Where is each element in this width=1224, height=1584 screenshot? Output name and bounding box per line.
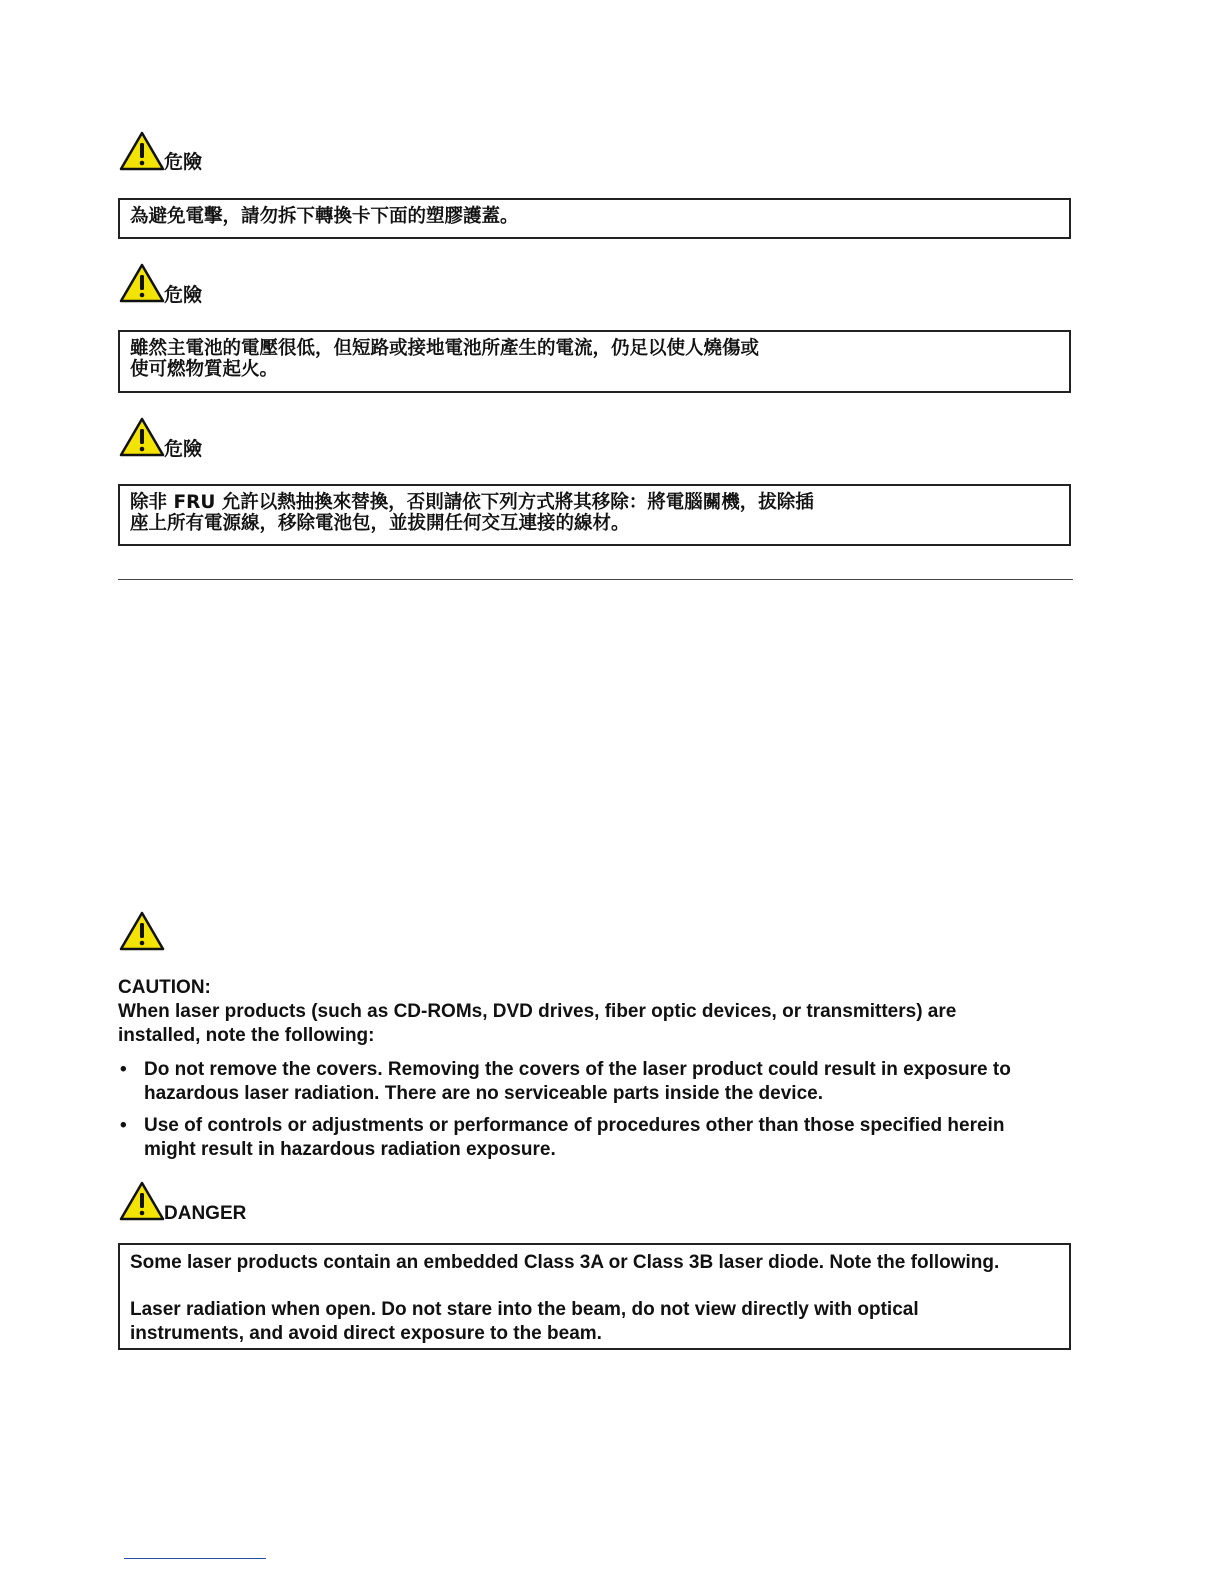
bullet-line: hazardous laser radiation. There are no serviceable parts inside the device. [144,1083,823,1104]
warning-text-line: 使可燃物質起火。 [130,359,279,380]
caution-intro [118,1000,1078,1048]
danger-text-line: Laser radiation when open. Do not stare into the beam, do not view directly with optical [130,1299,919,1320]
list-item [118,1058,1078,1106]
warning-triangle-icon [119,1180,165,1222]
warning-triangle-icon [119,910,165,952]
danger-label-en: DANGER [164,1203,247,1224]
danger-label-zh: 危險 [164,151,203,173]
footnote-rule [124,1558,266,1559]
bullet-line: • Do not remove the covers. Removing the covers of the laser product could result in exposure to [144,1059,1011,1080]
bullet-line: • Use of controls or adjustments or performance of procedures other than those specified herein [144,1115,1005,1136]
warning-text-line: 座上所有電源線，移除電池包，並拔開任何交互連接的線材。 [130,513,630,534]
list-item [118,1114,1078,1162]
danger-box-en [118,1243,1071,1350]
danger-text-line: Some laser products contain an embedded Class 3A or Class 3B laser diode. Note the following. [130,1252,1000,1273]
danger-text-line: instruments, and avoid direct exposure to the beam. [130,1323,602,1344]
caution-intro-line: installed, note the following: [118,1025,375,1046]
caution-title: CAUTION: [118,977,211,998]
warning-box-zh-3 [118,484,1071,546]
caution-bullet-list [118,1058,1078,1170]
warning-text-line: 雖然主電池的電壓很低，但短路或接地電池所產生的電流，仍足以使人燒傷或 [130,338,760,359]
warning-triangle-icon [119,416,165,458]
danger-paragraph-1 [130,1251,1059,1275]
warning-box-zh-1 [118,198,1071,239]
danger-paragraph-2 [130,1298,1059,1346]
danger-label-zh: 危險 [164,284,203,306]
bullet-line: might result in hazardous radiation exposure. [144,1139,556,1160]
warning-text-line: 為避免電擊，請勿拆下轉換卡下面的塑膠護蓋。 [130,206,519,227]
caution-intro-line: When laser products (such as CD-ROMs, DVD drives, fiber optic devices, or transmitters) are [118,1001,957,1022]
warning-triangle-icon [119,262,165,304]
danger-label-zh: 危險 [164,438,203,460]
section-divider [118,579,1073,580]
warning-box-zh-2 [118,330,1071,393]
warning-triangle-icon [119,130,165,172]
warning-text-line: 除非 FRU 允許以熱抽換來替換，否則請依下列方式將其移除：將電腦關機，拔除插 [130,492,814,513]
